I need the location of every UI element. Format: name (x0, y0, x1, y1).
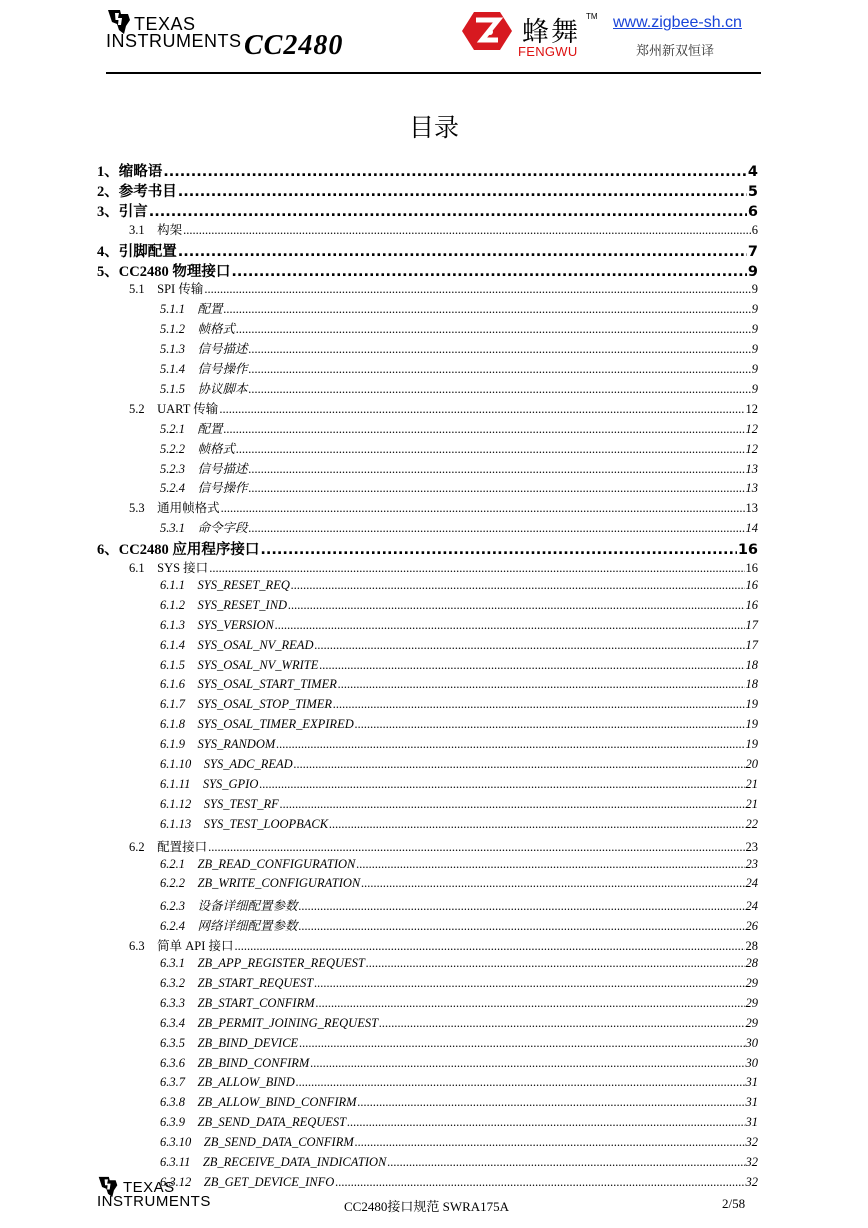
toc-entry[interactable] (160, 757, 758, 772)
toc-leader-dots (355, 1135, 745, 1150)
toc-leader-dots (275, 618, 745, 633)
toc-entry[interactable] (160, 876, 758, 891)
toc-entry-page: 12 (745, 441, 758, 456)
toc-entry[interactable] (129, 399, 758, 417)
toc-leader-dots (183, 223, 751, 238)
toc-entry-page: 13 (745, 501, 758, 516)
toc-leader-dots (260, 542, 736, 558)
toc-entry-page: 22 (745, 816, 758, 831)
toc-leader-dots (299, 919, 745, 934)
toc-entry-page: 9 (747, 263, 758, 280)
toc-leader-dots (249, 481, 745, 496)
toc-entry-page: 31 (745, 1095, 758, 1110)
toc-entry[interactable] (160, 339, 758, 357)
toc-entry-page: 14 (745, 521, 758, 536)
toc-entry[interactable] (129, 220, 758, 238)
toc-entry[interactable] (129, 558, 758, 576)
toc-entry-label: 6.2.1 ZB_READ_CONFIGURATION (160, 856, 356, 871)
toc-leader-dots (355, 717, 745, 732)
toc-entry[interactable] (160, 578, 758, 593)
toc-entry[interactable] (160, 717, 758, 732)
footer-doc-title: CC2480接口规范 SWRA175A (344, 1199, 510, 1214)
toc-leader-dots (387, 1155, 744, 1170)
toc-entry[interactable] (160, 459, 758, 477)
site-link[interactable]: www.zigbee-sh.cn (613, 14, 742, 31)
toc-entry-page: 19 (745, 717, 758, 732)
toc-entry-page: 29 (745, 995, 758, 1010)
toc-entry[interactable] (160, 419, 758, 437)
toc-entry-page: 16 (745, 561, 758, 575)
toc-entry-label: 6.3.8 ZB_ALLOW_BIND_CONFIRM (160, 1095, 357, 1110)
toc-entry-label: 6.2.2 ZB_WRITE_CONFIGURATION (160, 876, 361, 891)
toc-leader-dots (219, 402, 744, 417)
toc-entry-page: 6 (747, 203, 758, 220)
toc-entry[interactable] (160, 896, 758, 914)
toc-entry-label: 6.1.9 SYS_RANDOM (160, 737, 276, 752)
toc-entry-page: 31 (745, 1115, 758, 1130)
footer-ti-line2: INSTRUMENTS (97, 1193, 211, 1210)
toc-entry[interactable] (97, 160, 758, 181)
toc-entry-page: 16 (745, 577, 758, 592)
footer-ti-line1: TEXAS (123, 1179, 175, 1196)
toc-entry[interactable] (160, 299, 758, 317)
toc-entry-page: 7 (747, 243, 758, 260)
toc-entry[interactable] (160, 797, 758, 812)
toc-entry-label: 3、引言 (97, 203, 148, 220)
toc-leader-dots (236, 442, 744, 457)
toc-entry-page: 19 (745, 737, 758, 752)
toc-entry[interactable] (160, 777, 758, 792)
toc-entry-page: 6 (751, 222, 758, 237)
toc-entry[interactable] (160, 1056, 758, 1071)
toc-entry-page: 29 (745, 975, 758, 990)
toc-entry[interactable] (160, 319, 758, 337)
toc-entry-label: 5.1.5 协议脚本 (160, 381, 248, 396)
toc-entry-label: 3.1 构架 (129, 222, 183, 237)
toc-leader-dots (296, 1075, 745, 1090)
toc-entry[interactable] (160, 1175, 758, 1190)
toc-entry[interactable] (129, 936, 758, 954)
toc-entry-label: 6.3.10 ZB_SEND_DATA_CONFIRM (160, 1135, 354, 1150)
toc-entry-page: 32 (745, 1135, 758, 1150)
toc-entry[interactable] (129, 837, 758, 855)
toc-leader-dots (204, 282, 750, 297)
toc-entry-label: 6.1.1 SYS_RESET_REQ (160, 577, 290, 592)
toc-entry-label: 6.3.12 ZB_GET_DEVICE_INFO (160, 1174, 335, 1189)
fengwu-tm: TM (586, 12, 598, 21)
toc-entry[interactable] (97, 200, 758, 221)
toc-leader-dots (249, 521, 745, 536)
toc-entry-page: 28 (745, 956, 758, 970)
toc-entry-label: 6.1.6 SYS_OSAL_START_TIMER (160, 677, 337, 692)
toc-leader-dots (314, 638, 744, 653)
ti-line2: INSTRUMENTS (106, 31, 242, 51)
toc-entry[interactable] (160, 916, 758, 934)
toc-leader-dots (280, 797, 745, 812)
toc-entry-page: 24 (745, 899, 758, 914)
toc-entry-label: 5.3 通用帧格式 (129, 501, 220, 516)
site-subtitle: 郑州新双恒译 (636, 44, 715, 59)
toc-entry[interactable] (160, 996, 758, 1011)
toc-leader-dots (178, 184, 747, 200)
toc-entry-page: 9 (751, 322, 758, 337)
toc-entry-label: 5.3.1 命令字段 (160, 521, 248, 536)
toc-leader-dots (209, 561, 744, 576)
toc-entry-label: 6.1 SYS 接口 (129, 561, 209, 575)
toc-entry-page: 23 (745, 856, 758, 871)
toc-entry-label: 2、参考书目 (97, 183, 177, 200)
toc-leader-dots (208, 840, 744, 855)
toc-entry-page: 28 (745, 939, 758, 954)
toc-entry-page: 18 (745, 677, 758, 692)
toc-entry-page: 31 (745, 1075, 758, 1090)
toc-leader-dots (361, 876, 744, 891)
toc-entry[interactable] (160, 598, 758, 613)
toc-entry[interactable] (160, 439, 758, 457)
toc-entry-page: 18 (745, 657, 758, 672)
toc-entry[interactable] (160, 1115, 758, 1130)
toc-entry-label: 6.1.2 SYS_RESET_IND (160, 597, 288, 612)
toc-entry-label: 6.1.10 SYS_ADC_READ (160, 757, 293, 771)
fengwu-en: FENGWU (518, 44, 578, 59)
toc-entry[interactable] (160, 817, 758, 832)
toc-entry-label: 6.1.4 SYS_OSAL_NV_READ (160, 637, 314, 652)
toc-entry-label: 5.2.2 帧格式 (160, 441, 236, 456)
toc-entry[interactable] (160, 1016, 758, 1031)
toc-entry-label: 6.3.6 ZB_BIND_CONFIRM (160, 1055, 310, 1070)
toc-entry-label: 6.1.11 SYS_GPIO (160, 776, 259, 791)
toc-leader-dots (276, 737, 744, 752)
toc-entry[interactable] (160, 976, 758, 991)
toc-entry-page: 24 (745, 876, 758, 891)
toc-entry-label: 5.1.1 配置 (160, 302, 223, 317)
toc-title: 目录 (408, 113, 459, 142)
toc-entry[interactable] (160, 1135, 758, 1150)
toc-entry-page: 9 (751, 342, 758, 357)
toc-leader-dots (379, 1016, 744, 1031)
toc-entry-page: 23 (745, 839, 758, 854)
toc-entry-label: 6.3.4 ZB_PERMIT_JOINING_REQUEST (160, 1015, 379, 1030)
toc-entry[interactable] (97, 260, 758, 281)
toc-entry[interactable] (160, 1036, 758, 1051)
toc-entry[interactable] (97, 180, 758, 201)
toc-entry-label: 5.1.2 帧格式 (160, 322, 236, 337)
toc-entry[interactable] (160, 638, 758, 653)
toc-entry-label: 6.1.8 SYS_OSAL_TIMER_EXPIRED (160, 717, 354, 732)
toc-entry-label: 6.1.12 SYS_TEST_RF (160, 796, 279, 811)
toc-entry-page: 32 (745, 1174, 758, 1189)
fengwu-logo-icon (462, 10, 512, 52)
toc-entry[interactable] (160, 359, 758, 377)
toc-entry-page: 30 (745, 1055, 758, 1070)
footer-ti-wordmark (97, 1179, 211, 1210)
toc-leader-dots (294, 757, 745, 772)
toc-leader-dots (249, 382, 751, 397)
toc-entry-label: 5.2.4 信号操作 (160, 481, 248, 496)
toc-entry[interactable] (97, 240, 758, 261)
toc-entry-page: 12 (745, 401, 758, 416)
toc-entry[interactable] (160, 658, 758, 673)
toc-entry-label: 6.1.13 SYS_TEST_LOOPBACK (160, 816, 329, 831)
toc-entry[interactable] (160, 677, 758, 692)
toc-entry-label: 5.1.3 信号描述 (160, 342, 248, 357)
header-rule (106, 72, 761, 74)
toc-entry-page: 13 (745, 481, 758, 496)
toc-entry-page: 21 (745, 776, 758, 791)
toc-entry-label: 6.2 配置接口 (129, 839, 208, 854)
ti-wordmark (106, 14, 242, 51)
toc-entry-label: 6.1.5 SYS_OSAL_NV_WRITE (160, 657, 319, 672)
toc-entry-label: 6.1.3 SYS_VERSION (160, 617, 274, 632)
toc-leader-dots (347, 1115, 744, 1130)
toc-entry[interactable] (129, 498, 758, 516)
toc-leader-dots (299, 899, 745, 914)
toc-entry[interactable] (160, 379, 758, 397)
ti-line1: TEXAS (134, 14, 196, 34)
toc-entry[interactable] (160, 1095, 758, 1110)
toc-entry-page: 12 (745, 421, 758, 436)
toc-entry-label: 6.3 简单 API 接口 (129, 939, 234, 954)
footer-page-number: 2/58 (722, 1196, 746, 1211)
toc-entry[interactable] (160, 618, 758, 633)
toc-entry-page: 9 (751, 362, 758, 376)
toc-leader-dots (366, 956, 745, 971)
toc-entry-label: 6.1.7 SYS_OSAL_STOP_TIMER (160, 697, 333, 712)
page-header (0, 0, 868, 80)
toc-entry-page: 32 (745, 1155, 758, 1169)
toc-entry-label: 6.3.11 ZB_RECEIVE_DATA_INDICATION (160, 1155, 387, 1169)
toc-entry-page: 20 (745, 757, 758, 771)
toc-entry[interactable] (160, 1075, 758, 1090)
toc-entry-label: 6.3.9 ZB_SEND_DATA_REQUEST (160, 1115, 347, 1130)
toc-leader-dots (316, 996, 745, 1011)
toc-leader-dots (291, 578, 745, 593)
toc-entry-label: 6.3.2 ZB_START_REQUEST (160, 975, 314, 990)
toc-leader-dots (329, 817, 744, 832)
toc-entry[interactable] (160, 518, 758, 536)
product-name: CC2480 (244, 30, 344, 61)
toc-leader-dots (288, 598, 744, 613)
toc-leader-dots (356, 857, 744, 872)
toc-entry[interactable] (160, 478, 758, 496)
toc-entry-label: 6.3.1 ZB_APP_REGISTER_REQUEST (160, 956, 365, 970)
toc-entry-label: 4、引脚配置 (97, 243, 177, 260)
toc-entry-page: 19 (745, 697, 758, 712)
toc-entry-label: 5.1.4 信号操作 (160, 362, 248, 376)
toc-entry-label: 5.2.3 信号描述 (160, 461, 248, 476)
toc-leader-dots (299, 1036, 744, 1051)
toc-leader-dots (236, 322, 751, 337)
toc-entry-label: 5、CC2480 物理接口 (97, 263, 231, 280)
toc-entry-label: 6.3.5 ZB_BIND_DEVICE (160, 1035, 299, 1050)
toc-entry[interactable] (129, 279, 758, 297)
toc-entry-page: 16 (737, 542, 758, 559)
toc-entry-label: 5.1 SPI 传输 (129, 282, 204, 297)
toc-entry[interactable] (97, 538, 758, 559)
toc-leader-dots (310, 1056, 744, 1071)
toc-leader-dots (178, 244, 747, 260)
toc-leader-dots (333, 697, 744, 712)
toc-entry-page: 4 (747, 164, 758, 180)
toc-leader-dots (335, 1175, 744, 1190)
toc-entry[interactable] (160, 737, 758, 752)
toc-entry-page: 29 (745, 1015, 758, 1030)
toc-entry-label: 6.2.4 网络详细配置参数 (160, 919, 298, 934)
toc-leader-dots (249, 462, 745, 477)
toc-leader-dots (235, 939, 745, 954)
toc-entry-page: 21 (745, 796, 758, 811)
toc-entry-page: 9 (751, 381, 758, 396)
toc-entry-label: 6.3.7 ZB_ALLOW_BIND (160, 1075, 295, 1090)
toc-entry-label: 6、CC2480 应用程序接口 (97, 542, 260, 559)
fengwu-cn: 蜂舞 (522, 17, 580, 48)
toc-leader-dots (149, 204, 747, 220)
toc-leader-dots (249, 342, 751, 357)
toc-entry-page: 16 (745, 597, 758, 612)
toc-leader-dots (314, 976, 744, 991)
toc-entry-label: 1、缩略语 (97, 164, 163, 180)
toc-entry[interactable] (160, 697, 758, 712)
toc-entry-page: 17 (745, 637, 758, 652)
toc-entry-page: 17 (745, 617, 758, 632)
toc-leader-dots (224, 302, 751, 317)
toc-entry[interactable] (160, 1155, 758, 1170)
toc-entry[interactable] (160, 857, 758, 872)
toc-leader-dots (338, 677, 745, 692)
toc-leader-dots (221, 501, 745, 516)
toc-leader-dots (259, 777, 744, 792)
toc-leader-dots (224, 422, 745, 437)
toc-entry-page: 5 (747, 183, 758, 200)
toc-entry-page: 30 (745, 1035, 758, 1050)
toc-entry-label: 5.2.1 配置 (160, 421, 223, 436)
toc-leader-dots (163, 164, 747, 180)
toc-entry-page: 9 (751, 302, 758, 317)
toc-entry-label: 6.3.3 ZB_START_CONFIRM (160, 995, 315, 1010)
toc-entry[interactable] (160, 956, 758, 971)
toc-leader-dots (231, 264, 747, 280)
toc-entry-page: 13 (745, 461, 758, 476)
toc-entry-label: 6.2.3 设备详细配置参数 (160, 899, 298, 914)
toc-leader-dots (358, 1095, 745, 1110)
toc-leader-dots (249, 362, 751, 377)
toc-entry-page: 26 (745, 919, 758, 934)
toc-entry-label: 5.2 UART 传输 (129, 401, 219, 416)
toc-entry-page: 9 (751, 282, 758, 297)
toc-leader-dots (319, 658, 744, 673)
